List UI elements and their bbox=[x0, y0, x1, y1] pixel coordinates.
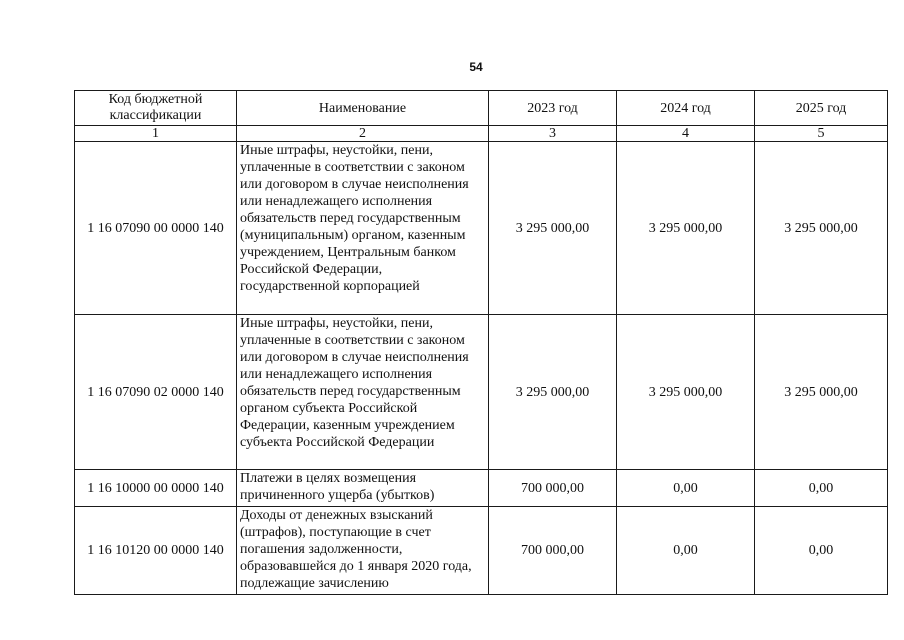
page-number: 54 bbox=[469, 60, 483, 74]
header-year-2023: 2023 год bbox=[489, 91, 617, 126]
column-number: 1 bbox=[75, 126, 237, 142]
column-number: 3 bbox=[489, 126, 617, 142]
column-number: 2 bbox=[237, 126, 489, 142]
amount-2023-cell: 700 000,00 bbox=[489, 507, 617, 595]
table-header-row bbox=[75, 91, 888, 126]
amount-2024-cell: 0,00 bbox=[617, 507, 755, 595]
amount-2024-cell: 3 295 000,00 bbox=[617, 315, 755, 470]
amount-2024-cell: 0,00 bbox=[617, 470, 755, 507]
item-name-cell: Иные штрафы, неустойки, пени, уплаченные в соответствии с законом или договором в случае неисполнения или ненадлежащего исполнения обязательств перед государственным (муниципальным) органом, казенным учреждением, Центральным банком Российской Федерации, государственной корпорацией bbox=[237, 142, 489, 315]
budget-revenue-table bbox=[74, 90, 888, 595]
item-name-cell: Платежи в целях возмещения причиненного ущерба (убытков) bbox=[237, 470, 489, 507]
amount-2025-cell: 3 295 000,00 bbox=[755, 142, 888, 315]
amount-2025-cell: 3 295 000,00 bbox=[755, 315, 888, 470]
amount-2025-cell: 0,00 bbox=[755, 470, 888, 507]
amount-2023-cell: 700 000,00 bbox=[489, 470, 617, 507]
budget-code-cell: 1 16 10000 00 0000 140 bbox=[75, 470, 237, 507]
amount-2023-cell: 3 295 000,00 bbox=[489, 142, 617, 315]
header-year-2025: 2025 год bbox=[755, 91, 888, 126]
column-number: 4 bbox=[617, 126, 755, 142]
amount-2024-cell: 3 295 000,00 bbox=[617, 142, 755, 315]
budget-code-cell: 1 16 10120 00 0000 140 bbox=[75, 507, 237, 595]
table-row bbox=[75, 507, 888, 595]
header-code: Код бюджетной классификации bbox=[75, 91, 237, 126]
header-name: Наименование bbox=[237, 91, 489, 126]
amount-2025-cell: 0,00 bbox=[755, 507, 888, 595]
item-name-cell: Доходы от денежных взысканий (штрафов), поступающие в счет погашения задолженности, образовавшейся до 1 января 2020 года, подлежащие зачислению bbox=[237, 507, 489, 595]
table-row bbox=[75, 470, 888, 507]
amount-2023-cell: 3 295 000,00 bbox=[489, 315, 617, 470]
column-number-row bbox=[75, 126, 888, 142]
header-year-2024: 2024 год bbox=[617, 91, 755, 126]
column-number: 5 bbox=[755, 126, 888, 142]
table-row bbox=[75, 142, 888, 315]
item-name-cell: Иные штрафы, неустойки, пени, уплаченные в соответствии с законом или договором в случае неисполнения или ненадлежащего исполнения обязательств перед государственным органом субъекта Российской Федерации, казенным учреждением субъекта Российской Федерации bbox=[237, 315, 489, 470]
table-row bbox=[75, 315, 888, 470]
budget-code-cell: 1 16 07090 00 0000 140 bbox=[75, 142, 237, 315]
budget-code-cell: 1 16 07090 02 0000 140 bbox=[75, 315, 237, 470]
